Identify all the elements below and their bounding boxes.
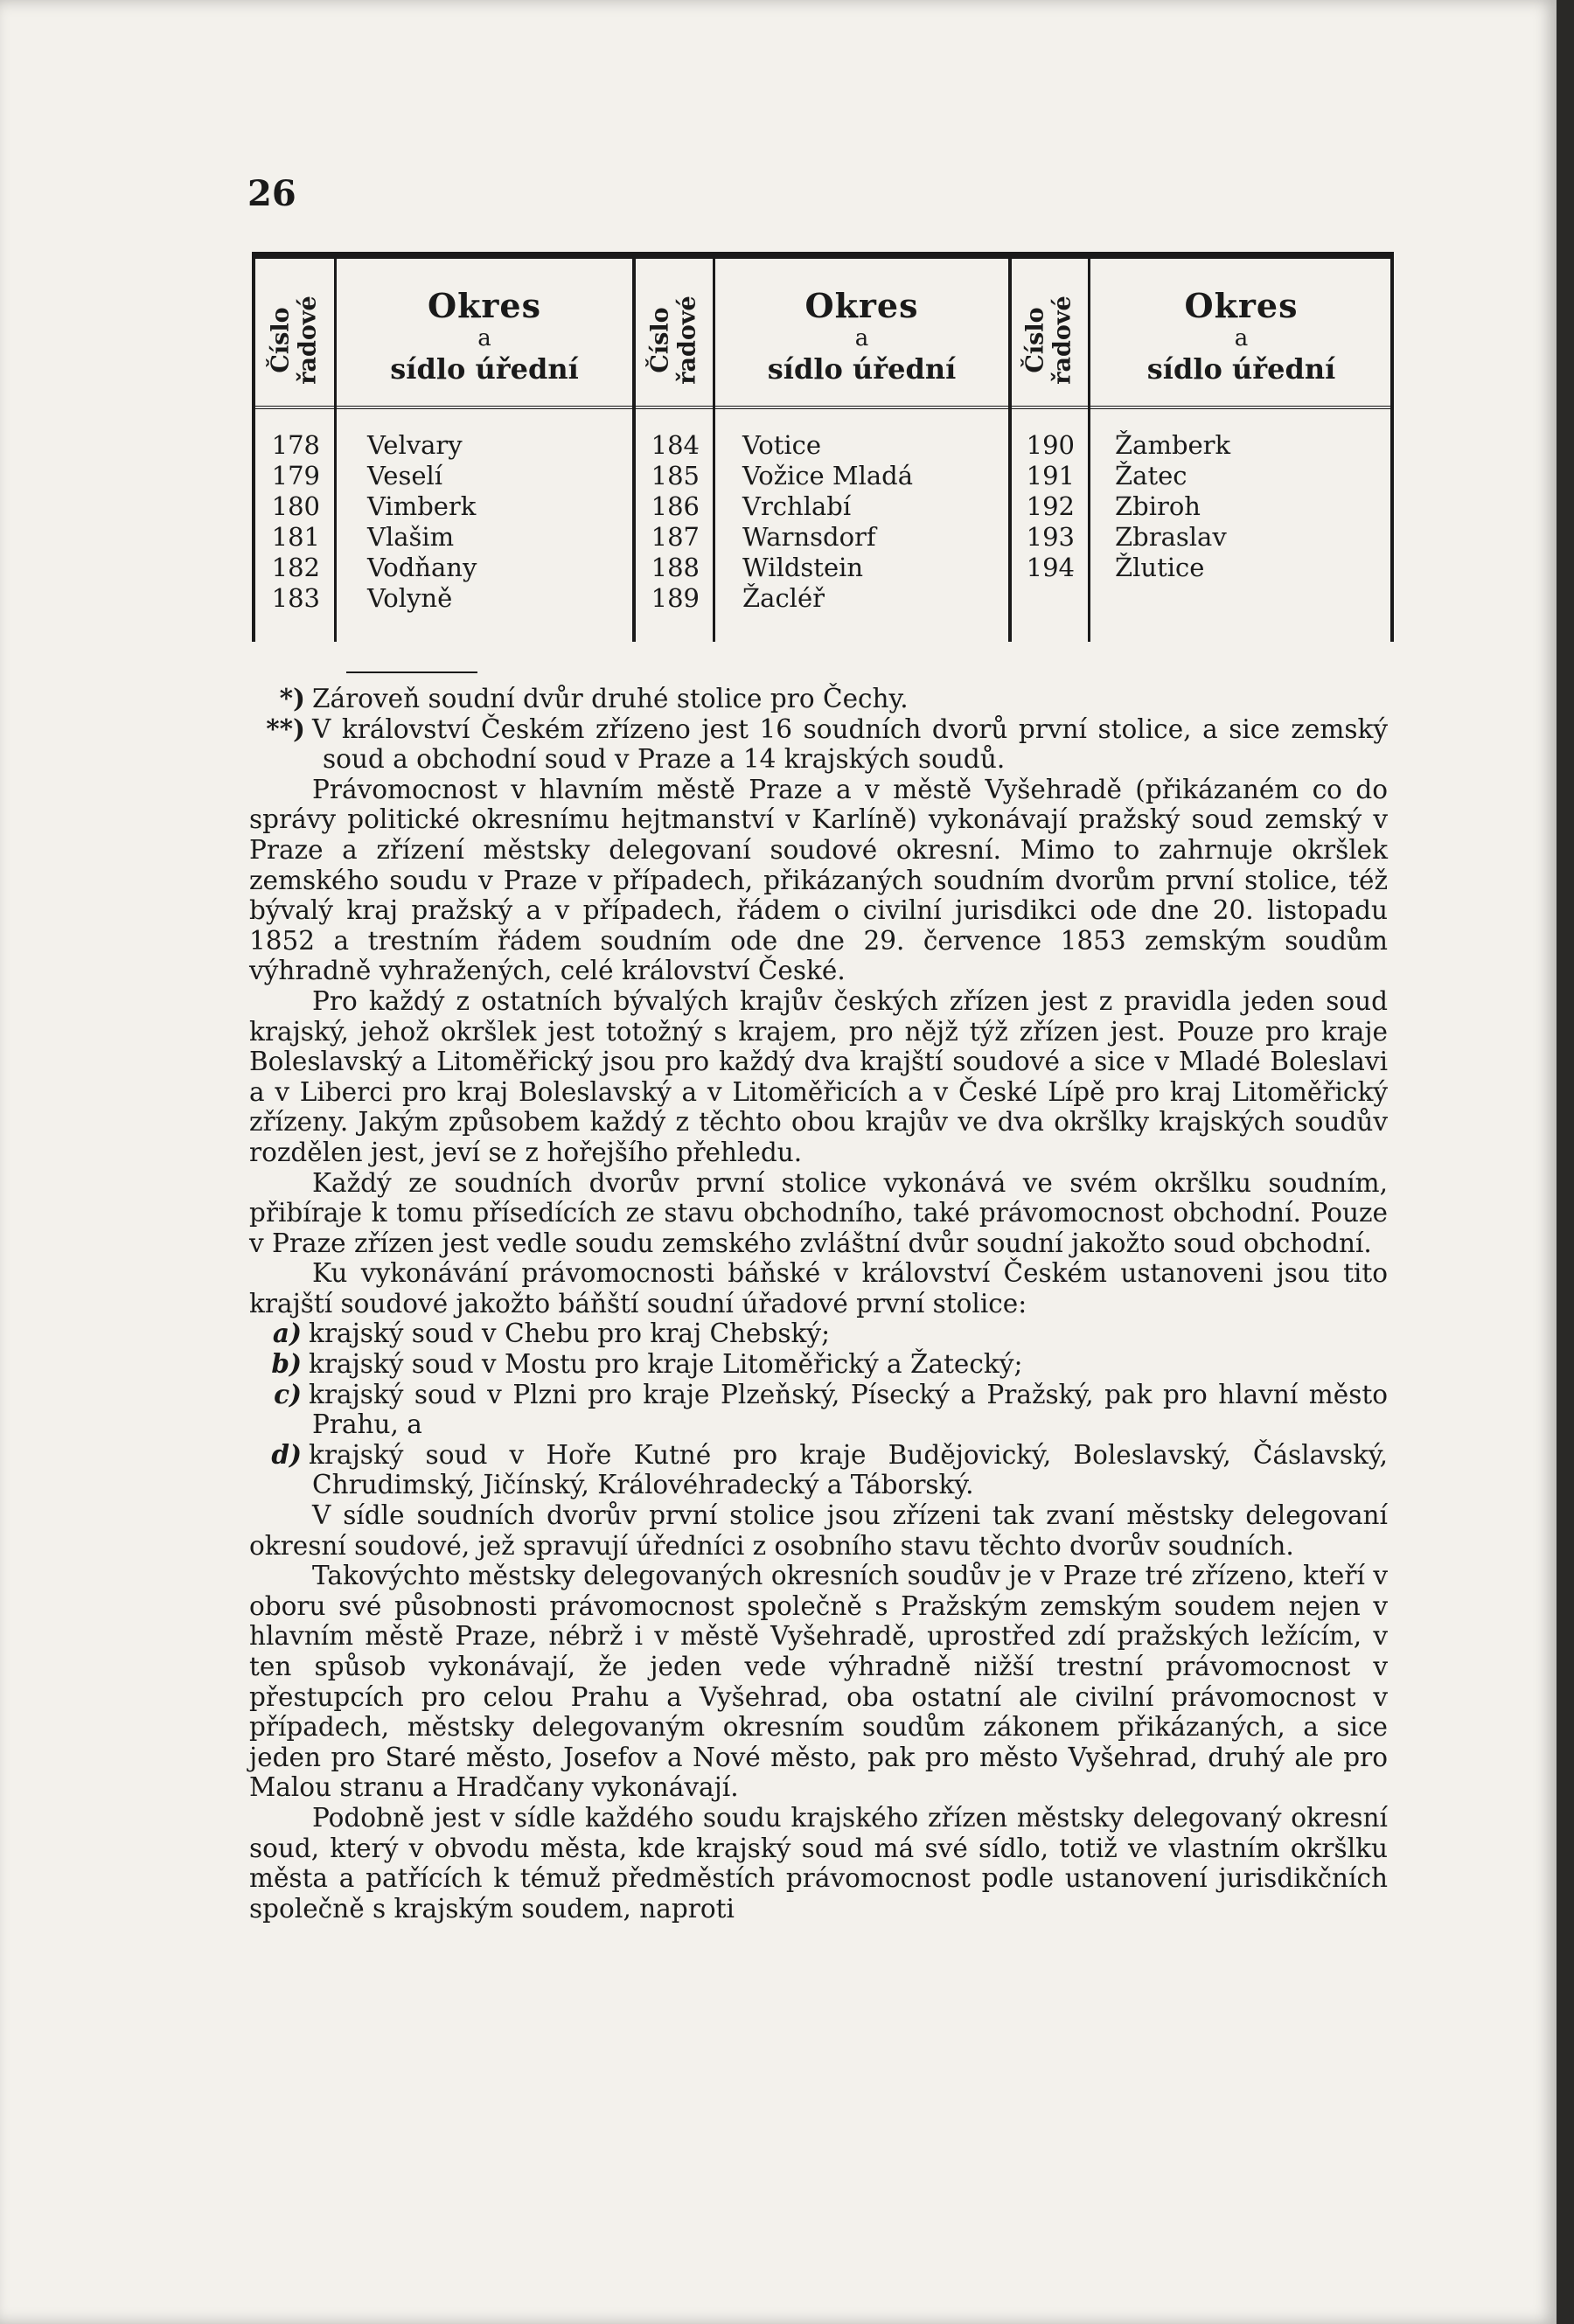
footnote-mark: *) (279, 683, 305, 713)
district-name: Vlašim (367, 522, 455, 552)
footnote-rule (346, 671, 477, 673)
district-name: Votice (742, 430, 822, 460)
list-letter: c) (274, 1378, 302, 1409)
number-column (635, 430, 703, 614)
row-number: 189 (651, 583, 700, 613)
row-number: 181 (271, 522, 320, 552)
list-item (249, 1319, 1388, 1349)
district-name: Vrchlabí (742, 491, 852, 521)
list-text: krajský soud v Chebu pro kraj Chebský; (309, 1319, 831, 1349)
district-name: Vodňany (367, 553, 477, 582)
paragraph: Právomocnost v hlavním městě Praze a v městě Vyšehradě (přikázaném co do správy politické okresnímu hejtmanství v Karlíně) vykonávají pražský soud zemský v Praze a zřízení městsky delegovaní soudové okresní. Mimo to zahrnuje okršlek zemského soudu v Praze v případech, přikázaných soudním dvorům první stolice, též bývalý kraj pražský a v případech, řádem o civilní jurisdikci ode dne 20. listopadu 1852 a trestním řádem soudním ode dne 29. července 1853 zemským soudům výhradně vyhražených, celé království České. (249, 774, 1388, 986)
list-item (249, 1380, 1388, 1440)
row-number: 194 (1026, 553, 1075, 582)
district-name: Volyně (367, 583, 453, 613)
footnote-text: Zároveň soudní dvůr druhé stolice pro Čechy. (312, 684, 909, 713)
district-name: Vimberk (367, 491, 477, 521)
row-number: 186 (651, 491, 700, 521)
district-name: Wildstein (742, 553, 864, 582)
district-name: Žatec (1115, 461, 1187, 491)
paragraph: Podobně jest v sídle každého soudu krajského zřízen městsky delegovaný okresní soud, který v obvodu města, kde krajský soud má své sídlo, totiž ve vlastním okršlku města a patřících k témuž předměstích právomocnost podle ustanovení jurisdikčních společně s krajským soudem, naproti (249, 1802, 1388, 1924)
list-letter: d) (271, 1438, 302, 1470)
page-number: 26 (247, 173, 296, 214)
row-number: 192 (1026, 491, 1075, 521)
list-text: krajský soud v Hoře Kutné pro kraje Budějovický, Boleslavský, Čáslavský, Chrudimský, Jičínský, Královéhradecký a Táborský. (309, 1439, 1388, 1500)
footnote (249, 684, 1388, 714)
page-edge (1557, 0, 1574, 2324)
row-number: 185 (651, 461, 700, 491)
paragraph: Takovýchto městsky delegovaných okresních soudův je v Praze tré zřízeno, kteří v oboru své působnosti právomocnost společně s Pražským zemským soudem nejen v hlavním městě Praze, nébrž i v městě Vyšehradě, uprostřed zdí pražských ležícím, v ten spůsob vykonávají, že jeden vede výhradně nižší trestní právomocnost v přestupcích pro celou Prahu a Vyšehrad, oba ostatní ale civilní právomocnost v případech, městsky delegovaným okresním soudům zákonem přikázaných, a sice jeden pro Staré město, Josefov a Nové město, pak pro město Vyšehrad, druhý ale pro Malou stranu a Hradčany vykonávají. (249, 1561, 1388, 1803)
district-name: Žamberk (1115, 430, 1231, 460)
list-text: krajský soud v Plzni pro kraje Plzeňský, Písecký a Pražský, pak pro hlavní město Prahu, a (309, 1379, 1388, 1440)
header-rule (255, 406, 1390, 409)
row-number: 187 (651, 522, 700, 552)
list-item (249, 1349, 1388, 1380)
footnote-mark: **) (266, 713, 305, 744)
list-text: krajský soud v Mostu pro kraje Litoměřický a Žatecký; (309, 1349, 1023, 1380)
district-name: Velvary (367, 430, 463, 460)
row-number: 183 (271, 583, 320, 613)
row-number: 191 (1026, 461, 1075, 491)
row-number: 182 (271, 553, 320, 582)
paragraph: Pro každý z ostatních bývalých krajův českých zřízen jest z pravidla jeden soud krajský, jehož okršlek jest totožný s krajem, pro nějž týž zřízen jest. Pouze pro kraje Boleslavský a Litoměřický jsou pro každý dva krajští soudové a sice v Mladé Boleslavi a v Liberci pro kraj Boleslavský a v Litoměřicích a v České Lípě pro kraj Litoměřický zřízeny. Jakým způsobem každý z těchto obou krajův ve dva okršlky krajských soudův rozdělen jest, jeví se z hořejšího přehledu. (249, 985, 1388, 1167)
number-column-header: Číslo řadové (647, 296, 702, 385)
footnote-text: V království Českém zřízeno jest 16 soudních dvorů první stolice, a sice zemský soud a obchodní soud v Praze a 14 krajských soudů. (312, 713, 1388, 775)
district-column-header: Okres a sídlo úřední (1146, 286, 1336, 386)
district-column-header: Okres a sídlo úřední (767, 286, 957, 386)
paragraph: Ku vykonávání právomocnosti báňské v království Českém ustanoveni jsou tito krajští soudové jakožto báňští soudní úřadové první stolice: (249, 1258, 1388, 1319)
district-column-header: Okres a sídlo úřední (390, 286, 579, 386)
number-column (255, 430, 324, 614)
district-name: Žacléř (742, 583, 825, 613)
row-number: 190 (1026, 430, 1075, 460)
list-letter: a) (272, 1318, 302, 1349)
paragraph: Každý ze soudních dvorův první stolice vykonává ve svém okršlku soudním, přibíraje k tomu přísedících ze stavu obchodního, také právomocnost obchodní. Pouze v Praze zřízen jest vedle soudu zemského zvláštní dvůr soudní jakožto soud obchodní. (249, 1167, 1388, 1258)
footnote (249, 714, 1388, 775)
district-name: Vožice Mladá (742, 461, 914, 491)
district-column (1115, 430, 1230, 583)
list-item (249, 1440, 1388, 1500)
district-name: Veselí (367, 461, 443, 491)
district-name: Žlutice (1115, 553, 1205, 582)
row-number: 180 (271, 491, 320, 521)
district-column (742, 430, 913, 614)
number-column (1010, 430, 1078, 583)
paragraph: V sídle soudních dvorův první stolice jsou zřízeni tak zvaní městsky delegovaní okresní soudové, jež spravují úředníci z osobního stavu těchto dvorův soudních. (249, 1500, 1388, 1561)
row-number: 184 (651, 430, 700, 460)
number-column-header: Číslo řadové (1022, 296, 1077, 385)
district-column (367, 430, 477, 614)
list-letter: b) (271, 1348, 302, 1380)
row-number: 179 (271, 461, 320, 491)
district-name: Warnsdorf (742, 522, 876, 552)
district-table (252, 252, 1394, 642)
row-number: 193 (1026, 522, 1075, 552)
row-number: 188 (651, 553, 700, 582)
number-column-header: Číslo řadové (268, 296, 323, 385)
row-number: 178 (271, 430, 320, 460)
body-text (249, 684, 1388, 1924)
district-name: Zbraslav (1115, 522, 1227, 552)
district-name: Zbiroh (1115, 491, 1201, 521)
